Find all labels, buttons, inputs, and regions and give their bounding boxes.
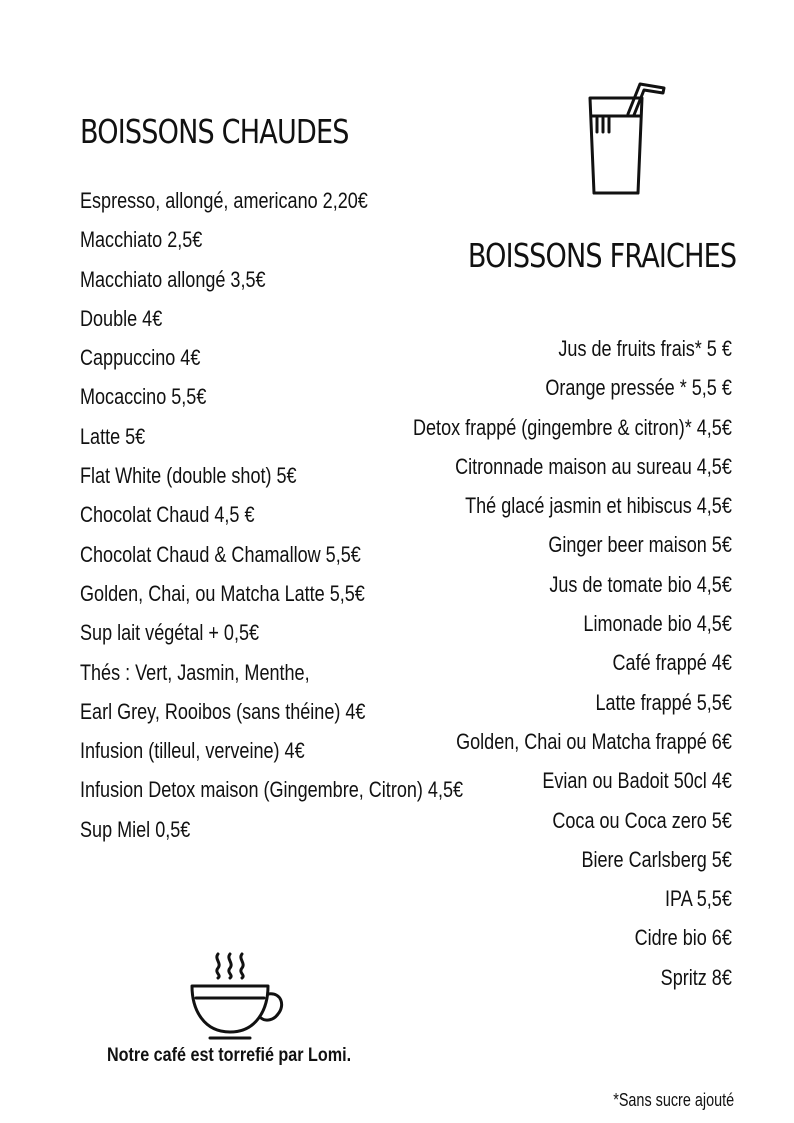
coffee-cup-icon xyxy=(188,950,288,1042)
cold-drinks-title: BOISSONS FRAICHES xyxy=(467,236,736,275)
menu-item: Jus de fruits frais* 5 € xyxy=(558,336,732,361)
glass-with-straw-icon xyxy=(582,78,672,196)
menu-item: Jus de tomate bio 4,5€ xyxy=(549,571,732,597)
menu-item: Infusion Detox maison (Gingembre, Citron) 4,5€ xyxy=(80,777,464,803)
menu-item: Golden, Chai, ou Matcha Latte 5,5€ xyxy=(80,580,365,606)
menu-item: Café frappé 4€ xyxy=(612,650,732,676)
menu-item: Ginger beer maison 5€ xyxy=(548,532,732,558)
menu-item: Thés : Vert, Jasmin, Menthe, xyxy=(80,659,310,685)
menu-item: IPA 5,5€ xyxy=(665,886,732,912)
menu-item: Latte 5€ xyxy=(80,423,146,449)
menu-item: Detox frappé (gingembre & citron)* 4,5€ xyxy=(413,414,732,440)
menu-item: Sup lait végétal + 0,5€ xyxy=(80,620,260,646)
menu-item: Biere Carlsberg 5€ xyxy=(581,846,732,872)
menu-item: Flat White (double shot) 5€ xyxy=(80,463,297,489)
menu-item: Golden, Chai ou Matcha frappé 6€ xyxy=(456,728,732,754)
menu-item: Sup Miel 0,5€ xyxy=(80,816,191,842)
menu-item: Espresso, allongé, americano 2,20€ xyxy=(80,188,368,213)
menu-item: Macchiato allongé 3,5€ xyxy=(80,266,266,292)
menu-item: Thé glacé jasmin et hibiscus 4,5€ xyxy=(465,493,732,519)
hot-drinks-title: BOISSONS CHAUDES xyxy=(80,112,349,151)
menu-item: Spritz 8€ xyxy=(660,964,732,990)
roaster-note: Notre café est torrefié par Lomi. xyxy=(107,1045,352,1066)
menu-item: Coca ou Coca zero 5€ xyxy=(552,807,732,833)
menu-item: Cidre bio 6€ xyxy=(634,925,732,951)
menu-item: Chocolat Chaud & Chamallow 5,5€ xyxy=(80,541,361,567)
menu-item: Citronnade maison au sureau 4,5€ xyxy=(455,453,732,479)
menu-item: Infusion (tilleul, verveine) 4€ xyxy=(80,738,305,764)
menu-item: Orange pressée * 5,5 € xyxy=(545,375,732,401)
cold-drinks-list xyxy=(343,335,732,1003)
no-added-sugar-note: *Sans sucre ajouté xyxy=(613,1090,734,1110)
menu-item: Limonade bio 4,5€ xyxy=(583,611,732,637)
menu-item: Mocaccino 5,5€ xyxy=(80,384,207,410)
menu-item: Double 4€ xyxy=(80,305,163,331)
menu-item: Earl Grey, Rooibos (sans théine) 4€ xyxy=(80,698,366,724)
menu-item: Evian ou Badoit 50cl 4€ xyxy=(542,768,732,794)
menu-item: Latte frappé 5,5€ xyxy=(595,689,732,715)
menu-item: Macchiato 2,5€ xyxy=(80,227,203,253)
menu-item: Cappuccino 4€ xyxy=(80,345,201,371)
menu-item: Chocolat Chaud 4,5 € xyxy=(80,502,255,528)
